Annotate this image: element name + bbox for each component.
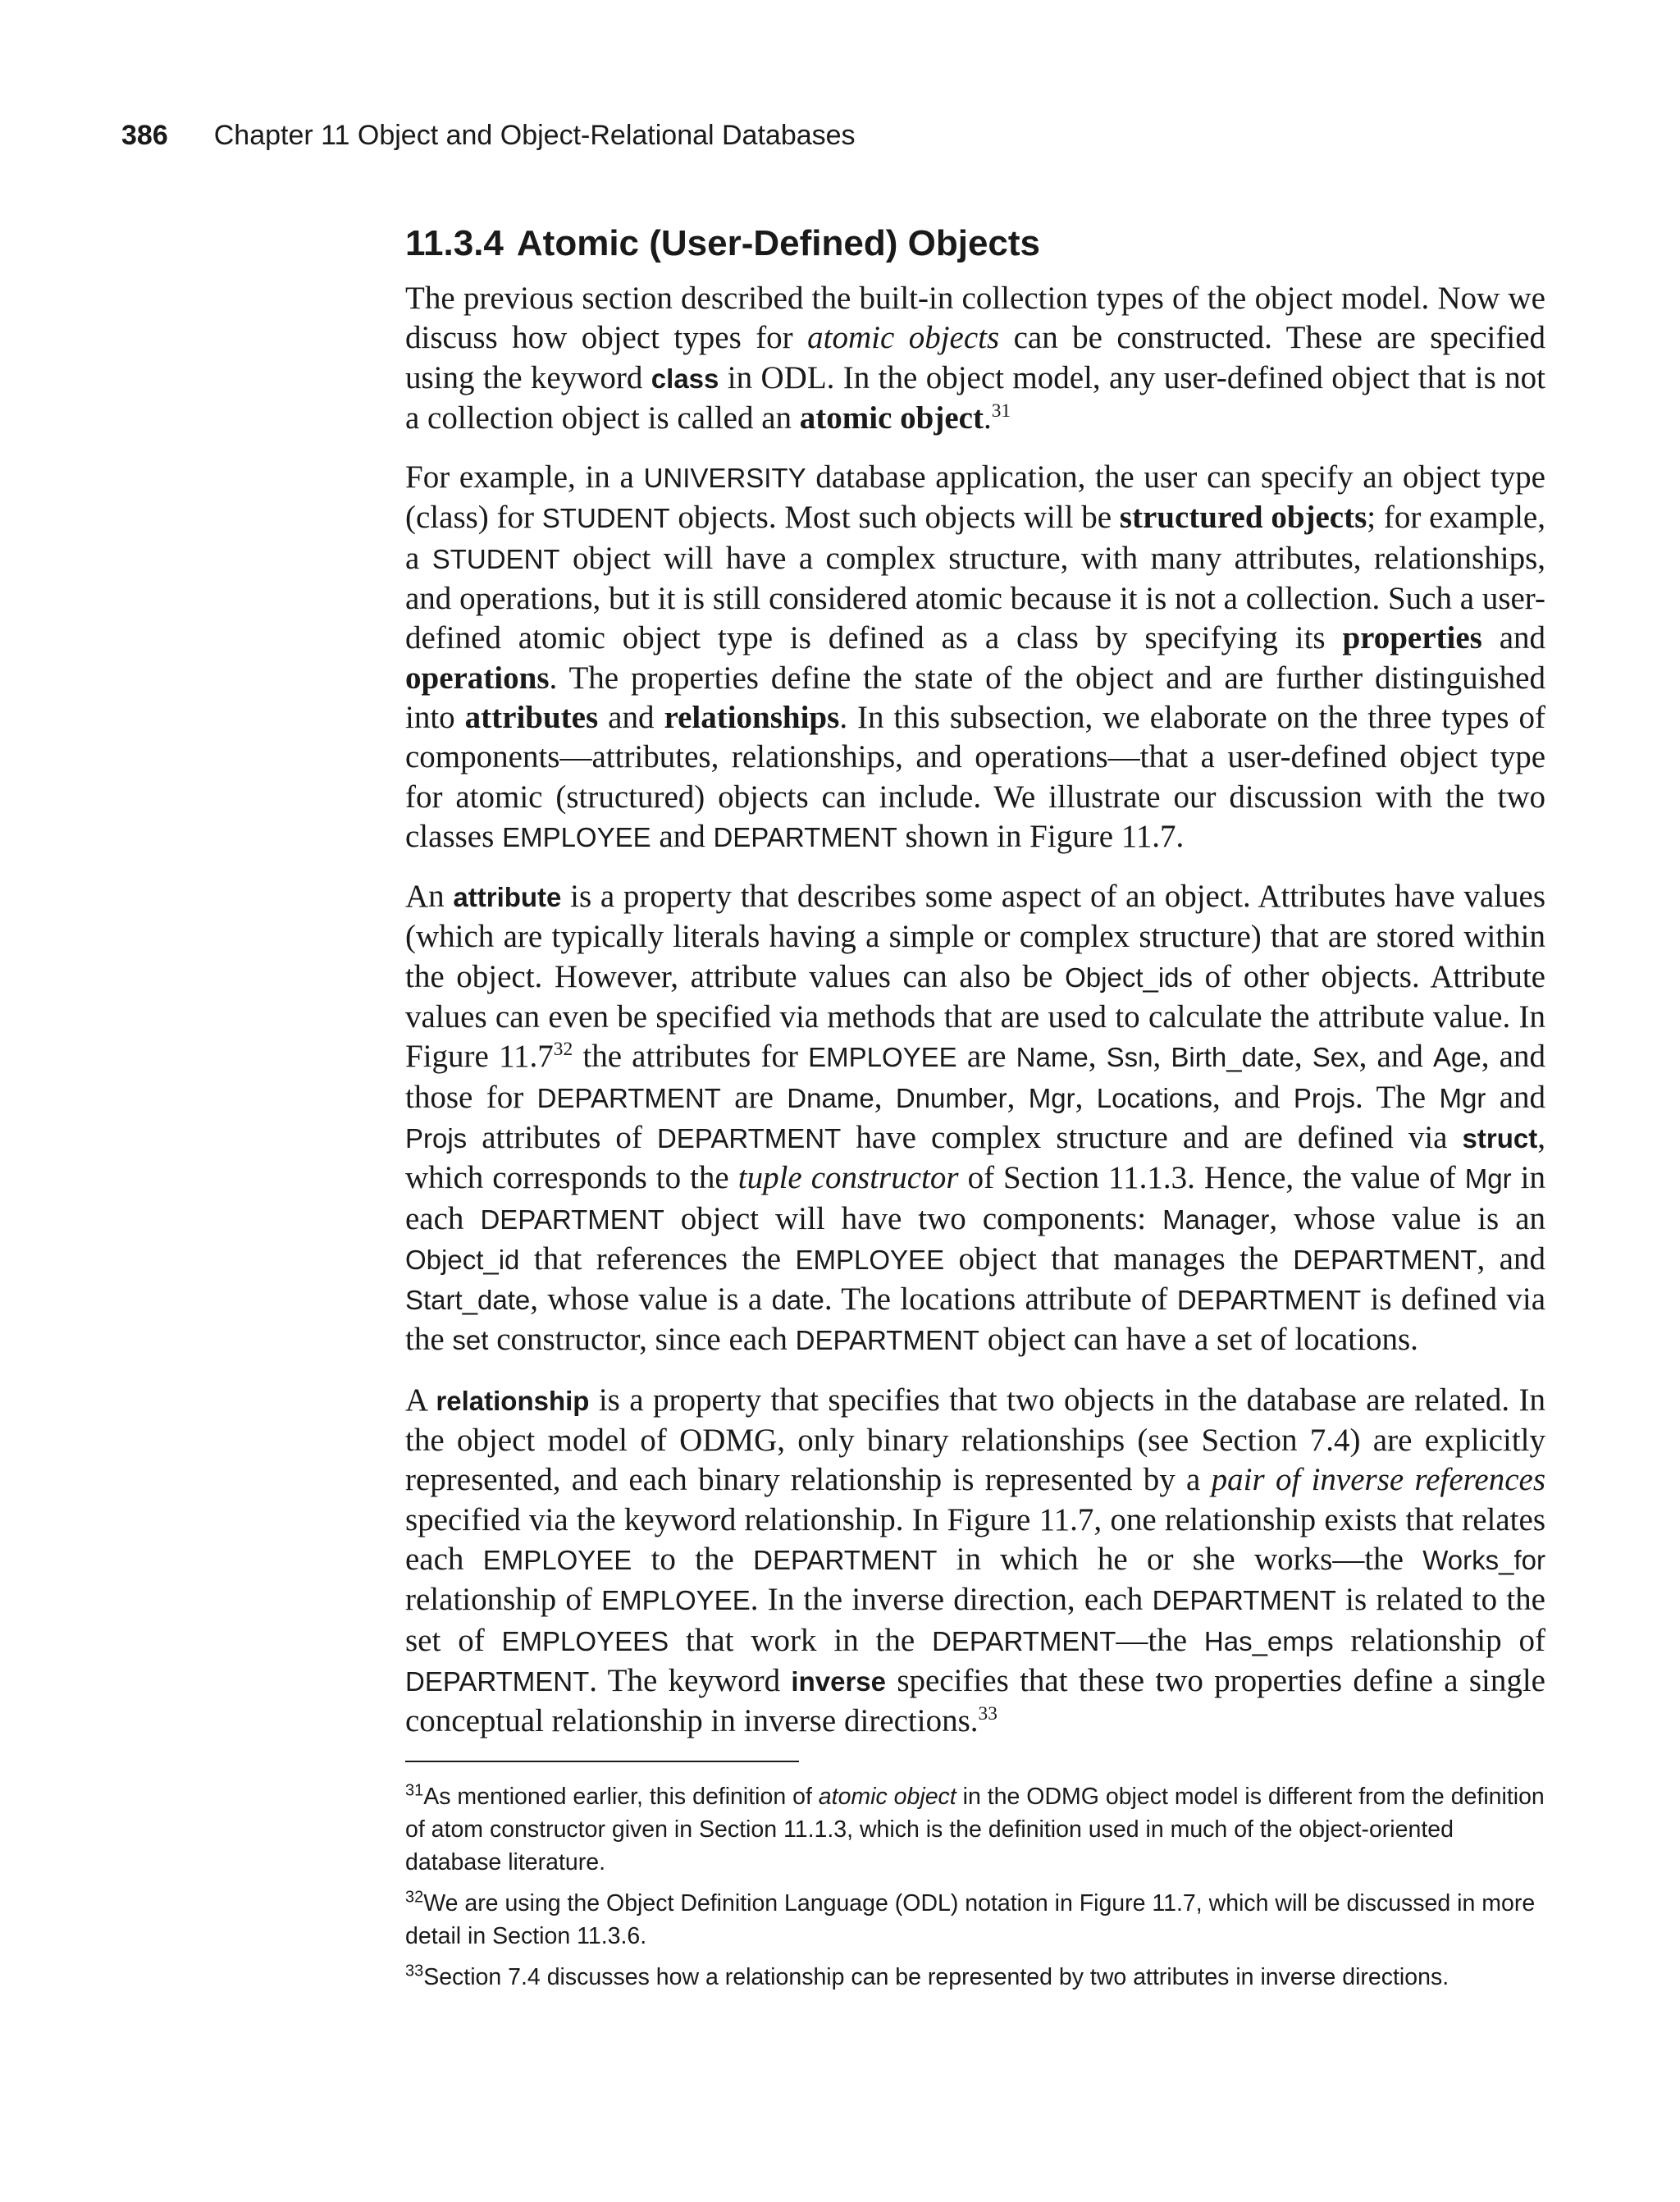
footnote-ref: 32	[553, 1039, 573, 1061]
footnote: $^{32}$We are using the Object Definition Language (ODL) notation in Figure 11.7, which will be discussed in more detail in Section 11.3.6.	[405, 1888, 1536, 1950]
footnote: $^{33}$Section 7.4 discusses how a relationship can be represented by two attributes in inverse directions.	[405, 1962, 1449, 1991]
section-heading	[405, 223, 1545, 264]
main-content	[405, 223, 1545, 2002]
footnote-divider	[405, 1761, 799, 1762]
section-number: 11.3.4	[405, 223, 504, 263]
running-header	[121, 120, 856, 152]
paragraph: An attribute is a property that describes some aspect of an object. Attributes have values (which are typically literals having a simple or complex structure) that are stored within the object. However, attribute values can also be Object_ids of other objects. Attribute values can even be specified via methods that are used to calculate the attribute value. In Figure 11.7$^{32}$ the attributes for EMPLOYEE are Name, Ssn, Birth_date, Sex, and Age, and those for DEPARTMENT are Dname, Dnumber, Mgr, Locations, and Projs. The Mgr and Projs attributes of DEPARTMENT have complex structure and are defined via struct, which corresponds to the tuple constructor of Section 11.1.3. Hence, the value of Mgr in each DEPARTMENT object will have two components: Manager, whose value is an Object_id that references the EMPLOYEE object that manages the DEPARTMENT, and Start_date, whose value is a date. The locations attribute of DEPARTMENT is defined via the set constructor, since each DEPARTMENT object can have a set of locations.	[405, 879, 1546, 1358]
footnote: $^{31}$As mentioned earlier, this definition of atomic object in the ODMG object model is different from the definition of atom constructor given in Section 11.1.3, which is the definition used in much of the object-oriented database literature.	[405, 1781, 1545, 1876]
chapter-title: Chapter 11 Object and Object-Relational Databases	[213, 120, 856, 151]
footnote-ref: 31	[991, 400, 1011, 422]
paragraph: For example, in a UNIVERSITY database application, the user can specify an object type (class) for STUDENT objects. Most such objects will be structured objects; for example, a STUDENT object will have a complex structure, with many attributes, relationships, and operations, but it is still considered atomic because it is not a collection. Such a user-defined atomic object type is defined as a class by specifying its properties and operations. The properties define the state of the object and are further distinguished into attributes and relationships. In this subsection, we elaborate on the three types of components—attributes, relationships, and operations—that a user-defined object type for atomic (structured) objects can include. We illustrate our discussion with the two classes EMPLOYEE and DEPARTMENT shown in Figure 11.7.	[405, 459, 1546, 854]
section-title: Atomic (User-Defined) Objects	[516, 223, 1041, 263]
footnote-ref: 33	[978, 1703, 998, 1725]
paragraph: The previous section described the built-in collection types of the object model. Now we discuss how object types for atomic objects can be constructed. These are specified using the keyword class in ODL. In the object model, any user-defined object that is not a collection object is called an atomic object.$^{31}$	[405, 281, 1546, 436]
paragraph: A relationship is a property that specifies that two objects in the database are related. In the object model of ODMG, only binary relationships (see Section 7.4) are explicitly represented, and each binary relationship is represented by a pair of inverse references specified via the keyword relationship. In Figure 11.7, one relationship exists that relates each EMPLOYEE to the DEPARTMENT in which he or she works—the Works_for relationship of EMPLOYEE. In the inverse direction, each DEPARTMENT is related to the set of EMPLOYEES that work in the DEPARTMENT—the Has_emps relationship of DEPARTMENT. The keyword inverse specifies that these two properties define a single conceptual relationship in inverse directions.$^{33}$	[405, 1382, 1546, 1739]
page-number: 386	[121, 120, 168, 151]
